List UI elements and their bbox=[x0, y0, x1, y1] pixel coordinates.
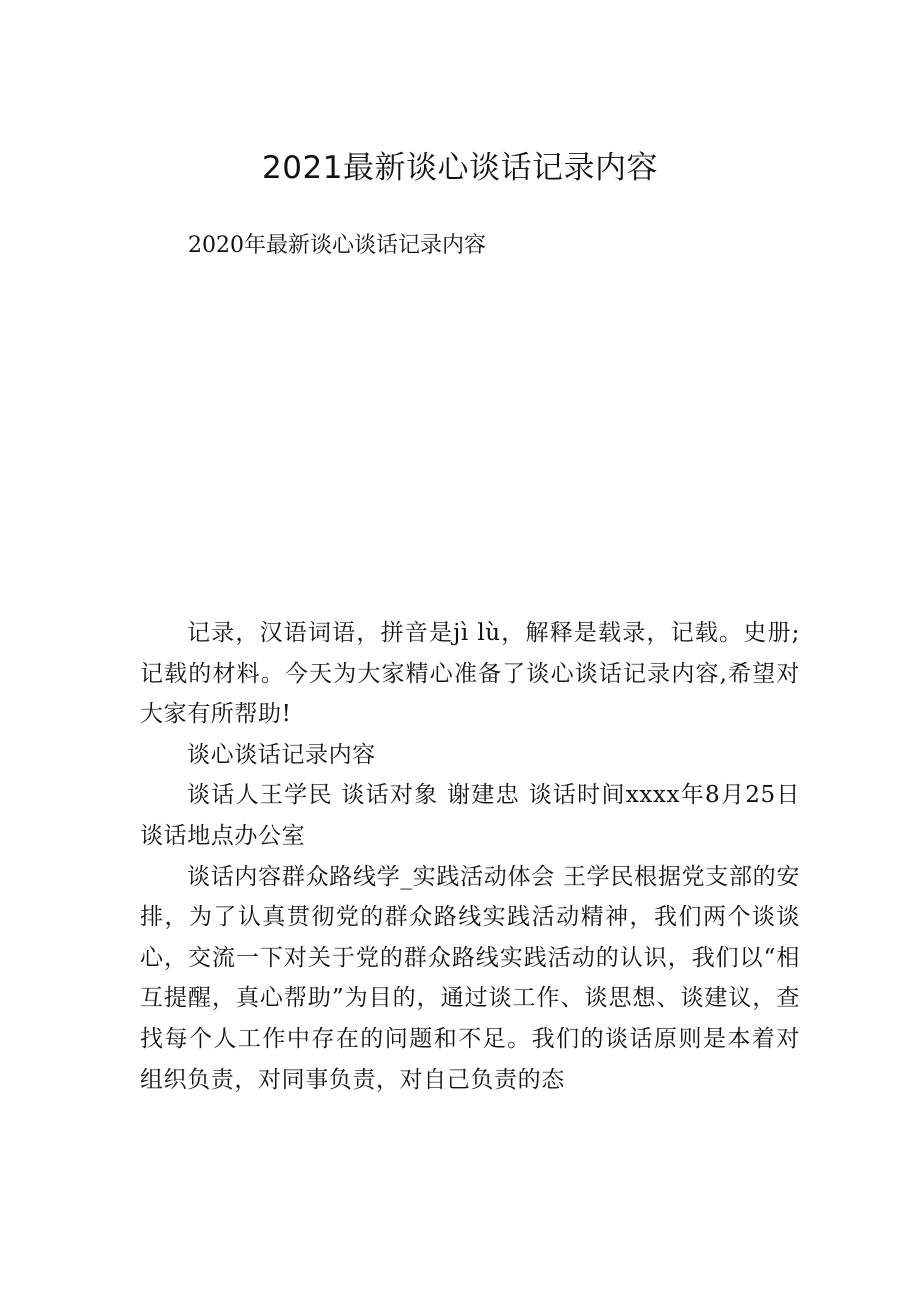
document-subtitle: 2020年最新谈心谈话记录内容 bbox=[188, 233, 486, 258]
document-body bbox=[140, 613, 800, 1100]
paragraph-intro: 记录，汉语词语，拼音是jì lù，解释是载录，记载。史册;记载的材料。今天为大家精心准备了谈心谈话记录内容,希望对大家有所帮助! bbox=[140, 620, 800, 728]
document-title: 2021最新谈心谈话记录内容 bbox=[262, 150, 658, 186]
paragraph-meeting-info: 谈话人王学民 谈话对象 谢建忠 谈话时间xxxx年8月25日 谈话地点办公室 bbox=[140, 782, 800, 849]
paragraph-content: 谈话内容群众路线学_实践活动体会 王学民根据党支部的安排，为了认真贯彻党的群众路线实践活动精神，我们两个谈谈心，交流一下对关于党的群众路线实践活动的认识，我们以“相互提醒，真心帮助”为目的，通过谈工作、谈思想、谈建议，查找每个人工作中存在的问题和不足。我们的谈话原则是本着对组织负责，对同事负责，对自己负责的态 bbox=[140, 863, 800, 1093]
paragraph-heading: 谈心谈话记录内容 bbox=[187, 741, 376, 768]
